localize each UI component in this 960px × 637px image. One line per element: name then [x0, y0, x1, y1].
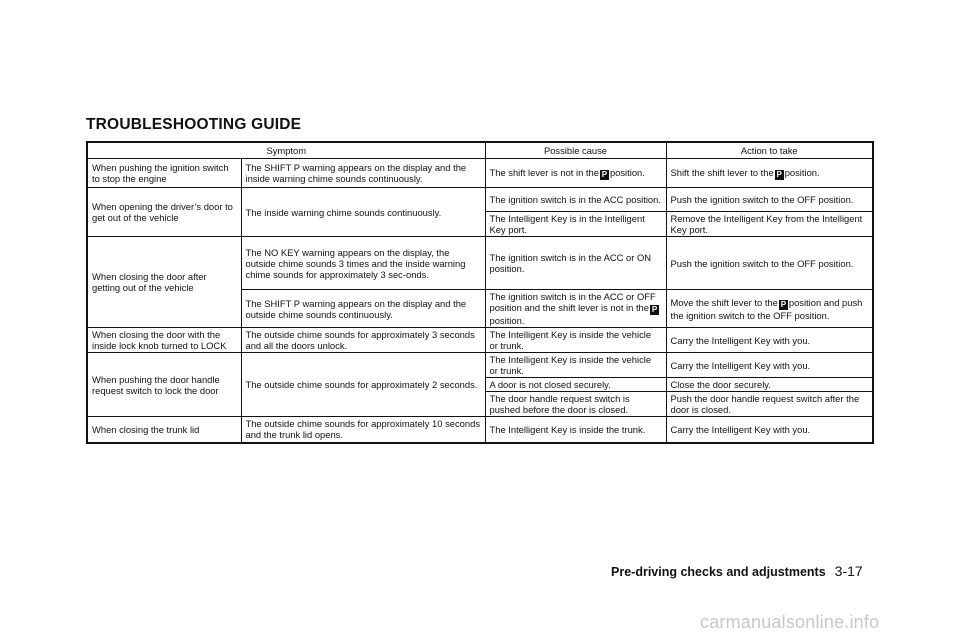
cause-cell: The Intelligent Key is inside the vehicle or trunk. [485, 328, 666, 353]
watermark: carmanualsonline.info [700, 612, 880, 632]
cause-cell [485, 290, 666, 328]
action-cell: Carry the Intelligent Key with you. [666, 353, 873, 378]
symptom-cell: The outside chime sounds for approximately 2 seconds. [241, 353, 485, 417]
header-possible-cause: Possible cause [485, 142, 666, 159]
situation-cell: When pushing the door handle request switch to lock the door [87, 353, 241, 417]
action-cell: Carry the Intelligent Key with you. [666, 417, 873, 443]
cause-cell: The Intelligent Key is inside the trunk. [485, 417, 666, 443]
cause-text: The shift lever is not in the [489, 166, 599, 178]
section-title: Pre-driving checks and adjustments [611, 565, 826, 579]
park-position-icon: P [651, 305, 658, 314]
table-row [87, 237, 873, 290]
cause-text: The ignition switch is in the ACC or OFF position and the shift lever is not in the [489, 291, 656, 313]
situation-cell: When closing the door after getting out of the vehicle [87, 237, 241, 328]
action-text-suffix: position. [784, 166, 820, 178]
symptom-cell: The inside warning chime sounds continuously. [241, 188, 485, 237]
cause-cell: The ignition switch is in the ACC or ON position. [485, 237, 666, 290]
cause-text-suffix: position. [609, 166, 645, 178]
action-cell: Push the ignition switch to the OFF position. [666, 188, 873, 212]
action-cell: Push the door handle request switch after the door is closed. [666, 392, 873, 417]
header-symptom: Symptom [87, 142, 485, 159]
cause-cell: A door is not closed securely. [485, 378, 666, 392]
cause-cell: The door handle request switch is pushed before the door is closed. [485, 392, 666, 417]
action-cell [666, 159, 873, 188]
table-row [87, 159, 873, 188]
cause-cell: The ignition switch is in the ACC position. [485, 188, 666, 212]
action-cell: Close the door securely. [666, 378, 873, 392]
table-row [87, 417, 873, 443]
situation-cell: When closing the trunk lid [87, 417, 241, 443]
park-position-icon: P [776, 169, 782, 179]
park-position-icon: P [601, 169, 608, 179]
table-row [87, 353, 873, 378]
page-number: 3-17 [834, 563, 863, 579]
table-row [87, 188, 873, 212]
cause-text-suffix: position. [489, 315, 525, 326]
table-row [87, 328, 873, 353]
troubleshooting-table [86, 141, 874, 444]
action-text: Shift the shift lever to the [670, 166, 774, 178]
action-cell: Remove the Intelligent Key from the Intelligent Key port. [666, 212, 873, 237]
situation-cell: When pushing the ignition switch to stop the engine [87, 159, 241, 188]
action-text-suffix: position and push the ignition switch to the OFF position. [670, 296, 863, 321]
cause-cell [485, 159, 666, 188]
symptom-cell: The outside chime sounds for approximately 3 seconds and all the doors unlock. [241, 328, 485, 353]
symptom-cell: The outside chime sounds for approximately 10 seconds and the trunk lid opens. [241, 417, 485, 443]
symptom-cell: The SHIFT P warning appears on the display and the outside chime sounds continuously. [241, 290, 485, 328]
park-position-icon: P [780, 299, 787, 309]
action-cell [666, 290, 873, 328]
symptom-cell: The NO KEY warning appears on the display, the outside chime sounds 3 times and the inside warning chime sounds for approximately 3 sec-onds. [241, 237, 485, 290]
situation-cell: When closing the door with the inside lock knob turned to LOCK [87, 328, 241, 353]
action-text: Move the shift lever to the [670, 296, 778, 308]
table-header-row [87, 142, 873, 159]
page-title: TROUBLESHOOTING GUIDE [86, 116, 302, 133]
cause-cell: The Intelligent Key is in the Intelligent Key port. [485, 212, 666, 237]
page-footer [611, 563, 863, 579]
action-cell: Push the ignition switch to the OFF position. [666, 237, 873, 290]
header-action-to-take: Action to take [666, 142, 873, 159]
cause-cell: The Intelligent Key is inside the vehicle or trunk. [485, 353, 666, 378]
situation-cell: When opening the driver’s door to get out of the vehicle [87, 188, 241, 237]
action-cell: Carry the Intelligent Key with you. [666, 328, 873, 353]
symptom-cell: The SHIFT P warning appears on the display and the inside warning chime sounds continuously. [241, 159, 485, 188]
